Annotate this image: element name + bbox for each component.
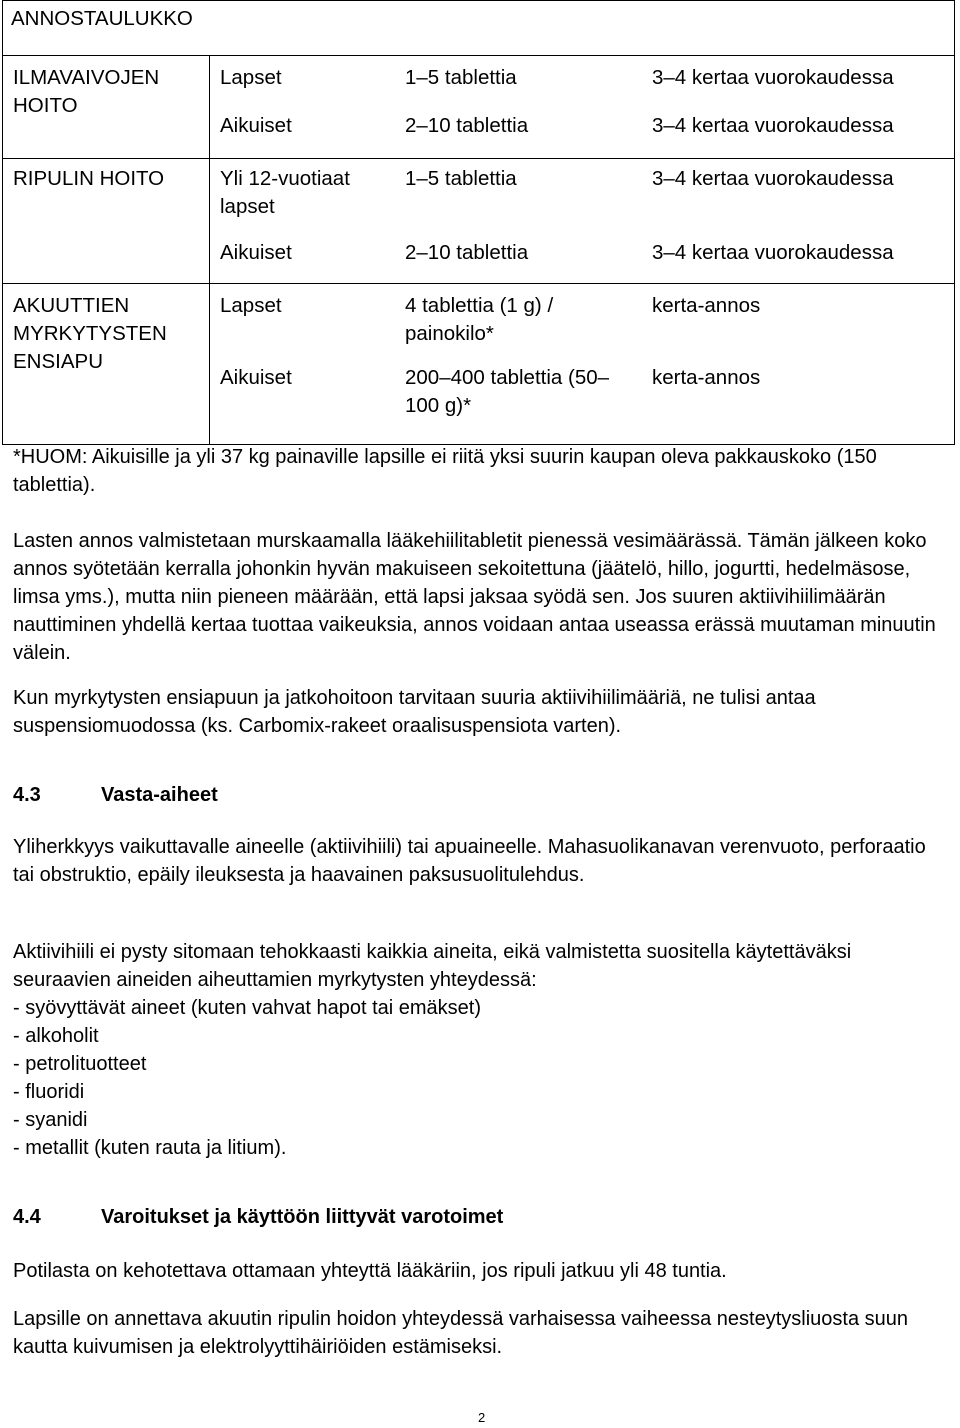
group-cell: Aikuiset xyxy=(220,366,292,389)
frequency-cell: kerta-annos xyxy=(652,366,761,389)
group-cell: Yli 12-vuotiaat lapset xyxy=(220,167,350,218)
table-row xyxy=(210,235,954,281)
paragraph: Yliherkkyys vaikuttavalle aineelle (aktiivihiili) tai apuaineelle. Mahasuolikanavan verenvuoto, perforaatio tai obstruktio, epäily ileuksesta ja haavainen paksusuolitulehdus. xyxy=(13,836,926,886)
list-item: - syanidi xyxy=(13,1109,88,1131)
paragraph: Potilasta on kehotettava ottamaan yhteyttä lääkäriin, jos ripuli jatkuu yli 48 tuntia. xyxy=(13,1260,727,1282)
list-item: - metallit (kuten rauta ja litium). xyxy=(13,1137,287,1159)
dosage-table xyxy=(2,0,955,445)
paragraph: Kun myrkytysten ensiapuun ja jatkohoitoon tarvitaan suuria aktiivihiilimääriä, ne tulisi antaa suspensiomuodossa (ks. Carbomix-rakeet oraalisuspensiota varten). xyxy=(13,687,816,737)
list-item: - petrolituotteet xyxy=(13,1053,147,1075)
frequency-cell: 3–4 kertaa vuorokaudessa xyxy=(652,241,894,264)
section-label: RIPULIN HOITO xyxy=(3,159,210,284)
table-row xyxy=(210,364,954,438)
table-note: *HUOM: Aikuisille ja yli 37 kg painaville lapsille ei riitä yksi suurin kaupan oleva pakkauskoko (150 tablettia). xyxy=(13,446,877,496)
section-heading xyxy=(13,781,218,809)
group-cell: Aikuiset xyxy=(220,114,292,137)
group-cell: Lapset xyxy=(220,66,282,89)
contraindication-list xyxy=(13,994,943,1162)
section-number: 4.3 xyxy=(13,784,41,806)
frequency-cell: 3–4 kertaa vuorokaudessa xyxy=(652,114,894,137)
group-cell: Lapset xyxy=(220,294,282,317)
paragraph: Aktiivihiili ei pysty sitomaan tehokkaasti kaikkia aineita, eikä valmistetta suositella käytettäväksi seuraavien aineiden aiheuttamien myrkytysten yhteydessä: xyxy=(13,941,852,991)
table-title: ANNOSTAULUKKO xyxy=(3,1,955,56)
list-item: - fluoridi xyxy=(13,1081,85,1103)
table-section xyxy=(3,159,955,284)
paragraph: Lasten annos valmistetaan murskaamalla lääkehiilitabletit pienessä vesimäärässä. Tämän jälkeen koko annos syötetään kerralla johonkin hyvän makuiseen sekoitettuna (jäätelö, hillo, jogurtti, hedelmäsose, limsa yms.), mutta niin pieneen määrään, että lapsi jaksaa syödä sen. Jos suuren aktiivihiilimäärän nauttiminen yhdellä kertaa tuottaa vaikeuksia, annos voidaan antaa useassa erässä muutaman minuutin välein. xyxy=(13,530,936,664)
section-heading xyxy=(13,1203,503,1231)
table-row xyxy=(210,159,954,235)
table-row xyxy=(210,284,954,364)
frequency-cell: kerta-annos xyxy=(652,294,761,317)
dose-cell: 200–400 tablettia (50–100 g)* xyxy=(405,366,610,417)
list-item: - syövyttävät aineet (kuten vahvat hapot tai emäkset) xyxy=(13,997,482,1019)
table-row xyxy=(210,108,954,158)
table-section xyxy=(3,284,955,445)
list-item: - alkoholit xyxy=(13,1025,99,1047)
page-number: 2 xyxy=(478,1410,486,1425)
section-number: 4.4 xyxy=(13,1206,41,1228)
paragraph: Lapsille on annettava akuutin ripulin hoidon yhteydessä varhaisessa vaiheessa nesteytysliuosta suun kautta kuivumisen ja elektrolyyttihäiriöiden estämiseksi. xyxy=(13,1308,909,1358)
section-title: Vasta-aiheet xyxy=(101,784,218,806)
dose-cell: 2–10 tablettia xyxy=(405,241,529,264)
dose-cell: 4 tablettia (1 g) / painokilo* xyxy=(405,294,554,345)
section-label: AKUUTTIEN MYRKYTYSTEN ENSIAPU xyxy=(3,284,210,445)
section-label: ILMAVAIVOJEN HOITO xyxy=(3,56,210,159)
dose-cell: 1–5 tablettia xyxy=(405,66,517,89)
dose-cell: 2–10 tablettia xyxy=(405,114,529,137)
frequency-cell: 3–4 kertaa vuorokaudessa xyxy=(652,66,894,89)
frequency-cell: 3–4 kertaa vuorokaudessa xyxy=(652,167,894,190)
table-row xyxy=(210,56,954,108)
dose-cell: 1–5 tablettia xyxy=(405,167,517,190)
table-section xyxy=(3,56,955,159)
group-cell: Aikuiset xyxy=(220,241,292,264)
section-title: Varoitukset ja käyttöön liittyvät varotoimet xyxy=(101,1206,504,1228)
